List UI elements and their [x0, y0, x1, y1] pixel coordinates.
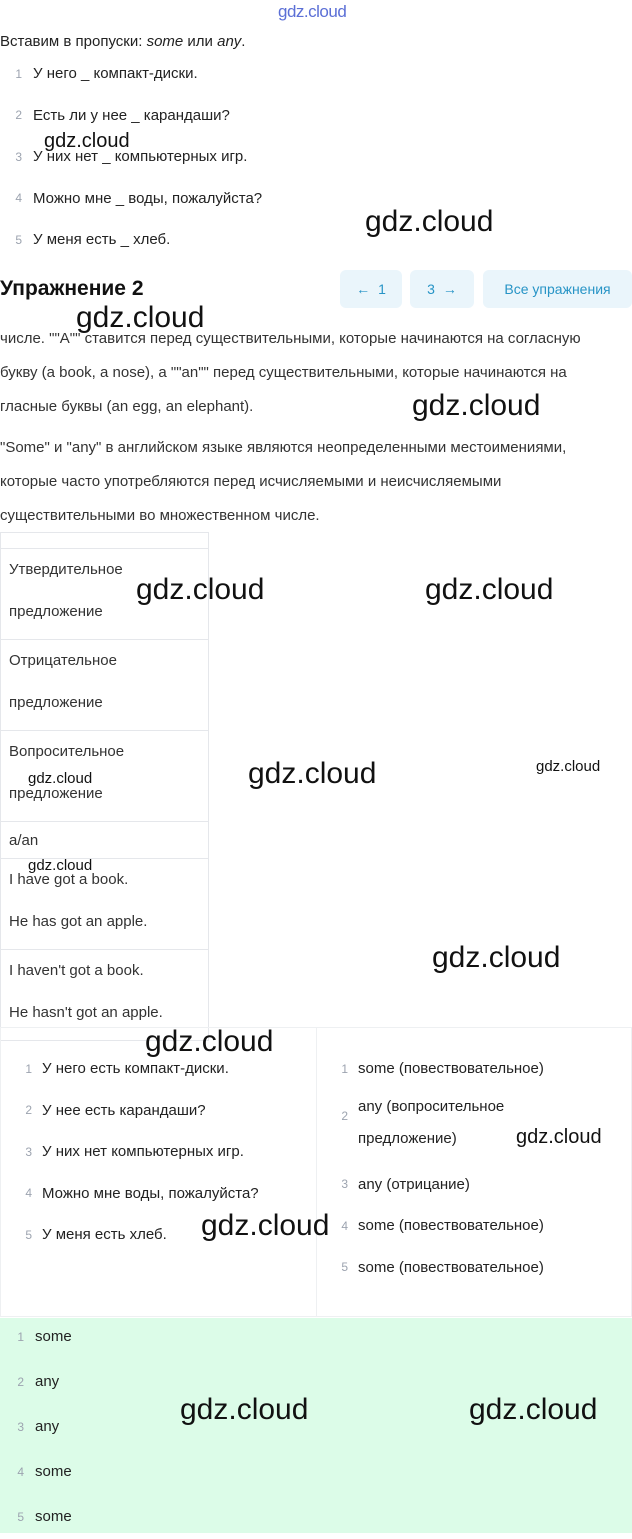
item-text: У него есть компакт-диски.	[42, 1060, 229, 1078]
watermark: gdz.cloud	[365, 205, 494, 238]
prev-exercise-label: 1	[378, 281, 386, 297]
item-number: 4	[341, 1218, 348, 1233]
task-word-some: some	[146, 33, 184, 50]
answer-text: some	[35, 1328, 72, 1345]
table-cell-negative	[1, 640, 208, 731]
item-text: У него _ компакт-диски.	[33, 65, 198, 83]
list-item	[0, 136, 262, 178]
item-number: 4	[17, 1464, 24, 1479]
item-number: 2	[15, 108, 22, 123]
item-text: У нее есть карандаши?	[42, 1101, 206, 1119]
list-item	[0, 95, 262, 137]
item-number: 5	[17, 1509, 24, 1524]
item-number: 3	[17, 1419, 24, 1434]
list-item	[18, 1131, 259, 1173]
list-item	[334, 1205, 544, 1247]
watermark: gdz.cloud	[201, 1209, 330, 1242]
answer-text: some	[35, 1463, 72, 1480]
list-item	[18, 1090, 259, 1132]
item-number: 2	[25, 1103, 32, 1118]
cell-text: предложение	[9, 694, 103, 711]
site-logo[interactable]: gdz.cloud	[278, 2, 347, 21]
item-text: some (повествовательное)	[358, 1258, 544, 1276]
cell-text: a/an	[9, 832, 39, 849]
cell-text: He has got an apple.	[9, 913, 148, 930]
answer-text: any	[35, 1373, 60, 1390]
table-cell-article	[1, 822, 208, 859]
next-exercise-label: 3	[427, 281, 435, 297]
watermark: gdz.cloud	[28, 857, 93, 874]
watermark: gdz.cloud	[76, 301, 205, 334]
arrow-left-icon: ←	[356, 281, 371, 297]
theory-paragraph-some-any: "Some" и "any" в английском языке являются неопределенными местоимениями, которые часто употребляются перед исчисляемыми и неисчисляемыми существительными во множественном числе.	[0, 439, 567, 524]
exercise-title: Упражнение 2	[0, 277, 144, 300]
list-item	[18, 1173, 259, 1215]
item-number: 4	[15, 191, 22, 206]
item-number: 4	[25, 1186, 32, 1201]
watermark: gdz.cloud	[136, 573, 265, 606]
list-item	[334, 1247, 544, 1289]
answer-text: any	[35, 1418, 60, 1435]
cell-text: предложение	[9, 603, 103, 620]
theory-paragraph-articles: числе. ""A"" ставится перед существительными, которые начинаются на согласную букву (a book, a nose), а ""an"" перед существительными, которые начинаются на гласные буквы (an egg, an elephant).	[0, 330, 581, 415]
list-item	[334, 1090, 544, 1164]
watermark: gdz.cloud	[248, 757, 377, 790]
list-item	[10, 1404, 72, 1449]
list-item	[334, 1164, 544, 1206]
all-exercises-label: Все упражнения	[504, 281, 611, 297]
list-item	[10, 1359, 72, 1404]
item-number: 3	[341, 1177, 348, 1192]
cell-text: Вопросительное	[9, 743, 125, 760]
cell-text: предложение	[9, 785, 103, 802]
task-intro-end: .	[241, 33, 246, 50]
answer-list	[10, 1314, 72, 1539]
watermark: gdz.cloud	[536, 758, 601, 775]
item-text: У меня есть _ хлеб.	[33, 231, 171, 249]
task-list	[0, 53, 262, 261]
item-number: 2	[341, 1108, 348, 1123]
watermark: gdz.cloud	[412, 389, 541, 422]
item-text: Можно мне _ воды, пожалуйста?	[33, 189, 263, 207]
item-text: Есть ли у нее _ карандаши?	[33, 106, 230, 124]
item-number: 2	[17, 1374, 24, 1389]
task-intro	[0, 33, 245, 50]
cell-text: I haven't got a book.	[9, 962, 144, 979]
item-text: У меня есть хлеб.	[42, 1226, 167, 1244]
watermark: gdz.cloud	[44, 130, 130, 152]
item-text: У них нет _ компьютерных игр.	[33, 148, 248, 166]
item-number: 5	[15, 232, 22, 247]
list-item	[10, 1494, 72, 1539]
translation-block	[0, 1027, 632, 1317]
next-exercise-button[interactable]	[410, 270, 474, 308]
watermark: gdz.cloud	[469, 1393, 598, 1426]
item-text: any (вопросительное предложение)	[358, 1097, 505, 1147]
watermark: gdz.cloud	[28, 770, 93, 787]
item-number: 3	[15, 149, 22, 164]
watermark: gdz.cloud	[180, 1393, 309, 1426]
cell-text: I have got a book.	[9, 871, 129, 888]
task-word-any: any	[217, 33, 242, 50]
item-text: some (повествовательное)	[358, 1217, 544, 1235]
list-item	[0, 178, 262, 220]
list-item	[10, 1449, 72, 1494]
cell-text: He hasn't got an apple.	[9, 1004, 163, 1021]
list-item	[0, 53, 262, 95]
item-text: Можно мне воды, пожалуйста?	[42, 1184, 259, 1202]
item-number: 1	[341, 1061, 348, 1076]
all-exercises-button[interactable]	[483, 270, 632, 308]
item-text: any (отрицание)	[358, 1175, 470, 1193]
answer-text: some	[35, 1508, 72, 1525]
list-item	[10, 1314, 72, 1359]
arrow-right-icon: →	[442, 281, 457, 297]
item-number: 5	[341, 1260, 348, 1275]
table-cell	[1, 533, 208, 549]
item-number: 3	[25, 1144, 32, 1159]
watermark: gdz.cloud	[432, 941, 561, 974]
item-text: У них нет компьютерных игр.	[42, 1143, 244, 1161]
item-number: 1	[15, 66, 22, 81]
list-item	[0, 219, 262, 261]
watermark: gdz.cloud	[516, 1126, 602, 1148]
cell-text: Утвердительное	[9, 561, 123, 578]
task-intro-conj: или	[183, 33, 218, 50]
item-text: some (повествовательное)	[358, 1060, 544, 1078]
watermark: gdz.cloud	[425, 573, 554, 606]
task-intro-text: Вставим в пропуски:	[0, 33, 147, 50]
item-number: 1	[25, 1061, 32, 1076]
cell-text: Отрицательное	[9, 652, 117, 669]
usage-list	[334, 1048, 544, 1288]
divider	[316, 1028, 317, 1316]
prev-exercise-button[interactable]	[340, 270, 402, 308]
item-number: 5	[25, 1227, 32, 1242]
watermark: gdz.cloud	[145, 1025, 274, 1058]
item-number: 1	[17, 1329, 24, 1344]
list-item	[334, 1048, 544, 1090]
